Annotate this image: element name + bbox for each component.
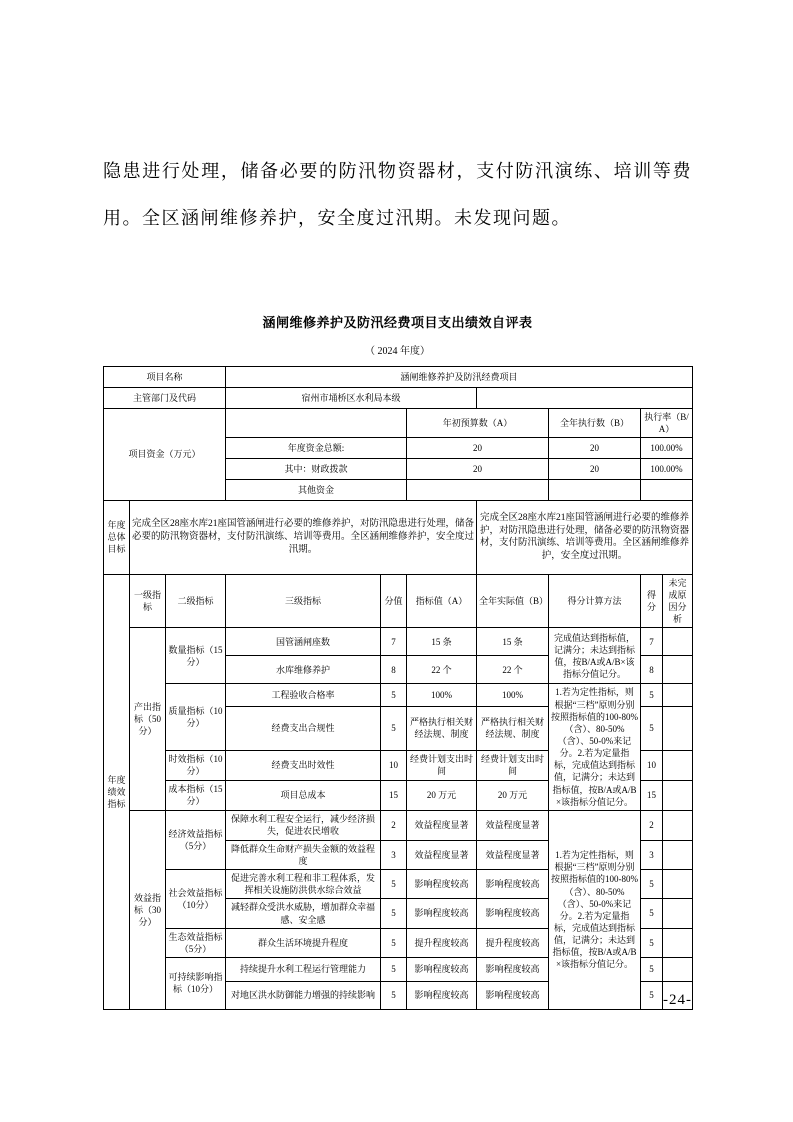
header-level3: 三级指标 xyxy=(226,574,381,628)
indicator-score: 5 xyxy=(381,899,407,928)
indicator-name: 降低群众生命财产损失金额的效益程度 xyxy=(226,840,381,869)
indicator-name: 促进完善水利工程和非工程体系，发挥相关设施防洪供水综合效益 xyxy=(226,870,381,899)
annual-goal-label: 年度总体目标 xyxy=(104,500,130,574)
indicator-points: 5 xyxy=(641,706,663,750)
level2-ecological-label: 生态效益指标（5分） xyxy=(166,928,226,957)
header-level1: 一级指标 xyxy=(130,574,166,628)
evaluation-table xyxy=(103,366,693,1010)
indicator-score: 10 xyxy=(381,750,407,780)
indicator-reason xyxy=(663,870,693,899)
indicator-reason xyxy=(663,780,693,810)
indicator-target: 效益程度显著 xyxy=(407,810,477,840)
table-title: 涵闸维修养护及防汛经费项目支出绩效自评表 xyxy=(262,314,533,330)
method-quantity: 完成值达到指标值，记满分；未达到指标值，按B/A或A/B×该指标分值记分。 xyxy=(549,628,641,684)
indicator-name: 国管涵闸座数 xyxy=(226,628,381,656)
indicator-target: 严格执行相关财经法规、制度 xyxy=(407,706,477,750)
project-name-label: 项目名称 xyxy=(104,366,226,387)
indicator-score: 5 xyxy=(381,928,407,957)
indicator-row xyxy=(104,628,693,656)
indicator-actual: 15 条 xyxy=(477,628,549,656)
indicator-score: 2 xyxy=(381,810,407,840)
indicator-score: 3 xyxy=(381,840,407,869)
header-reason: 未完成原因分析 xyxy=(663,574,693,628)
indicator-name: 保障水利工程安全运行，减少经济损失，促进农民增收 xyxy=(226,810,381,840)
funding-actual-value: 20 xyxy=(549,437,641,458)
indicator-actual: 经费计划支出时间 xyxy=(477,750,549,780)
indicators-section-label: 年度绩效指标 xyxy=(104,574,130,1009)
funding-header-empty-cell xyxy=(226,408,407,437)
indicator-reason xyxy=(663,684,693,706)
indicator-reason xyxy=(663,628,693,656)
funding-col-budget: 年初预算数（A） xyxy=(407,408,549,437)
indicator-name: 减轻群众受洪水威胁，增加群众幸福感、安全感 xyxy=(226,899,381,928)
indicator-score: 8 xyxy=(381,656,407,684)
funding-rate-value xyxy=(641,479,693,500)
header-target: 指标值（A） xyxy=(407,574,477,628)
annual-goal-row xyxy=(104,500,693,574)
project-name-row xyxy=(104,366,693,387)
level1-output-label: 产出指标（50分） xyxy=(130,628,166,810)
indicator-reason xyxy=(663,840,693,869)
indicator-points: 5 xyxy=(641,899,663,928)
indicator-score: 7 xyxy=(381,628,407,656)
method-output: 1.若为定性指标，则根据“三档”原则分别按照指标值的100-80%（含）、80-50%（含）、50-0%来记分。2.若为定量指标，完成值达到指标值，记满分；未达到指标值，按B/A或A/B×该指标分值记分。 xyxy=(549,684,641,810)
indicator-actual: 影响程度较高 xyxy=(477,870,549,899)
level2-quantity-label: 数量指标（15分） xyxy=(166,628,226,684)
indicator-points: 5 xyxy=(641,981,663,1009)
indicator-score: 5 xyxy=(381,957,407,981)
indicator-name: 对地区洪水防御能力增强的持续影响 xyxy=(226,981,381,1009)
indicator-points: 10 xyxy=(641,750,663,780)
department-label: 主管部门及代码 xyxy=(104,387,226,408)
level2-quality-label: 质量指标（10分） xyxy=(166,684,226,750)
indicator-points: 8 xyxy=(641,656,663,684)
funding-rate-value: 100.00% xyxy=(641,437,693,458)
funding-col-rate: 执行率（B/A） xyxy=(641,408,693,437)
indicator-score: 5 xyxy=(381,870,407,899)
page-number: -24- xyxy=(663,992,692,1008)
level2-timeliness-label: 时效指标（10分） xyxy=(166,750,226,780)
funding-budget-value xyxy=(407,479,549,500)
indicator-target: 影响程度较高 xyxy=(407,899,477,928)
funding-row-label: 年度资金总额: xyxy=(226,437,407,458)
indicator-row xyxy=(104,684,693,706)
department-value: 宿州市埇桥区水利局本级 xyxy=(226,387,477,408)
indicator-points: 5 xyxy=(641,684,663,706)
header-actual: 全年实际值（B） xyxy=(477,574,549,628)
indicator-actual: 100% xyxy=(477,684,549,706)
indicator-reason xyxy=(663,957,693,981)
level2-cost-label: 成本指标（15分） xyxy=(166,780,226,810)
indicator-name: 经费支出时效性 xyxy=(226,750,381,780)
indicator-actual: 效益程度显著 xyxy=(477,840,549,869)
funding-col-actual: 全年执行数（B） xyxy=(549,408,641,437)
indicator-actual: 影响程度较高 xyxy=(477,981,549,1009)
indicator-reason xyxy=(663,899,693,928)
indicator-actual: 效益程度显著 xyxy=(477,810,549,840)
funding-budget-value: 20 xyxy=(407,458,549,479)
indicator-reason xyxy=(663,706,693,750)
indicator-points: 5 xyxy=(641,928,663,957)
indicator-name: 项目总成本 xyxy=(226,780,381,810)
indicator-actual: 20 万元 xyxy=(477,780,549,810)
indicator-score: 5 xyxy=(381,684,407,706)
level1-benefit-label: 效益指标（30分） xyxy=(130,810,166,1009)
indicator-score: 15 xyxy=(381,780,407,810)
level2-social-label: 社会效益指标（10分） xyxy=(166,870,226,929)
table-subtitle: （ 2024 年度） xyxy=(365,345,430,357)
department-row xyxy=(104,387,693,408)
funding-rate-value: 100.00% xyxy=(641,458,693,479)
funding-actual-value: 20 xyxy=(549,458,641,479)
indicator-points: 2 xyxy=(641,810,663,840)
indicator-reason xyxy=(663,656,693,684)
indicator-name: 群众生活环境提升程度 xyxy=(226,928,381,957)
header-level2: 二级指标 xyxy=(166,574,226,628)
indicators-header-row xyxy=(104,574,693,628)
funding-header-row xyxy=(104,408,693,437)
level2-sustain-label: 可持续影响指标（10分） xyxy=(166,957,226,1009)
department-empty-cell xyxy=(477,387,693,408)
indicator-target: 影响程度较高 xyxy=(407,870,477,899)
indicator-actual: 提升程度较高 xyxy=(477,928,549,957)
level2-economic-label: 经济效益指标（5分） xyxy=(166,810,226,869)
indicator-name: 持续提升水利工程运行管理能力 xyxy=(226,957,381,981)
indicator-actual: 影响程度较高 xyxy=(477,899,549,928)
indicator-target: 影响程度较高 xyxy=(407,981,477,1009)
indicator-actual: 影响程度较高 xyxy=(477,957,549,981)
indicator-target: 提升程度较高 xyxy=(407,928,477,957)
indicator-name: 经费支出合规性 xyxy=(226,706,381,750)
indicator-target: 15 条 xyxy=(407,628,477,656)
indicator-points: 5 xyxy=(641,957,663,981)
method-benefit: 1.若为定性指标，则根据“三档”原则分别按照指标值的100-80%（含）、80-50%（含）、50-0%来记分。2.若为定量指标，完成值达到指标值，记满分；未达到指标值，按B/A或A/B×该指标分值记分。 xyxy=(549,810,641,1009)
indicator-target: 影响程度较高 xyxy=(407,957,477,981)
funding-label: 项目资金（万元） xyxy=(104,408,226,500)
header-score: 分值 xyxy=(381,574,407,628)
indicator-actual: 22 个 xyxy=(477,656,549,684)
indicator-points: 3 xyxy=(641,840,663,869)
funding-actual-value xyxy=(549,479,641,500)
indicator-score: 5 xyxy=(381,706,407,750)
indicator-score: 5 xyxy=(381,981,407,1009)
funding-row-label: 其中：财政拨款 xyxy=(226,458,407,479)
indicator-reason xyxy=(663,928,693,957)
indicator-reason xyxy=(663,750,693,780)
indicator-points: 7 xyxy=(641,628,663,656)
indicator-actual: 严格执行相关财经法规、制度 xyxy=(477,706,549,750)
indicator-name: 水库维修养护 xyxy=(226,656,381,684)
body-paragraph: 隐患进行处理，储备必要的防汛物资器材，支付防汛演练、培训等费用。全区涵闸维修养护，安全度过汛期。未发现问题。 xyxy=(103,161,692,228)
indicator-points: 5 xyxy=(641,870,663,899)
indicator-name: 工程验收合格率 xyxy=(226,684,381,706)
project-name-value: 涵闸维修养护及防汛经费项目 xyxy=(226,366,693,387)
annual-goal-left-text: 完成全区28座水库21座国管涵闸进行必要的维修养护，对防汛隐患进行处理，储备必要的防汛物资器材，支付防汛演练、培训等费用。全区涵闸维修养护，安全度过汛期。 xyxy=(130,500,477,574)
indicator-target: 经费计划支出时间 xyxy=(407,750,477,780)
indicator-target: 22 个 xyxy=(407,656,477,684)
indicator-row xyxy=(104,810,693,840)
indicator-target: 100% xyxy=(407,684,477,706)
indicator-reason xyxy=(663,810,693,840)
header-method: 得分计算方法 xyxy=(549,574,641,628)
funding-budget-value: 20 xyxy=(407,437,549,458)
indicator-points: 15 xyxy=(641,780,663,810)
indicator-target: 20 万元 xyxy=(407,780,477,810)
header-points: 得分 xyxy=(641,574,663,628)
annual-goal-right-text: 完成全区28座水库21座国管涵闸进行必要的维修养护，对防汛隐患进行处理，储备必要的防汛物资器材，支付防汛演练、培训等费用。全区涵闸维修养护，安全度过汛期。 xyxy=(477,500,693,574)
funding-row-label: 其他资金 xyxy=(226,479,407,500)
indicator-target: 效益程度显著 xyxy=(407,840,477,869)
